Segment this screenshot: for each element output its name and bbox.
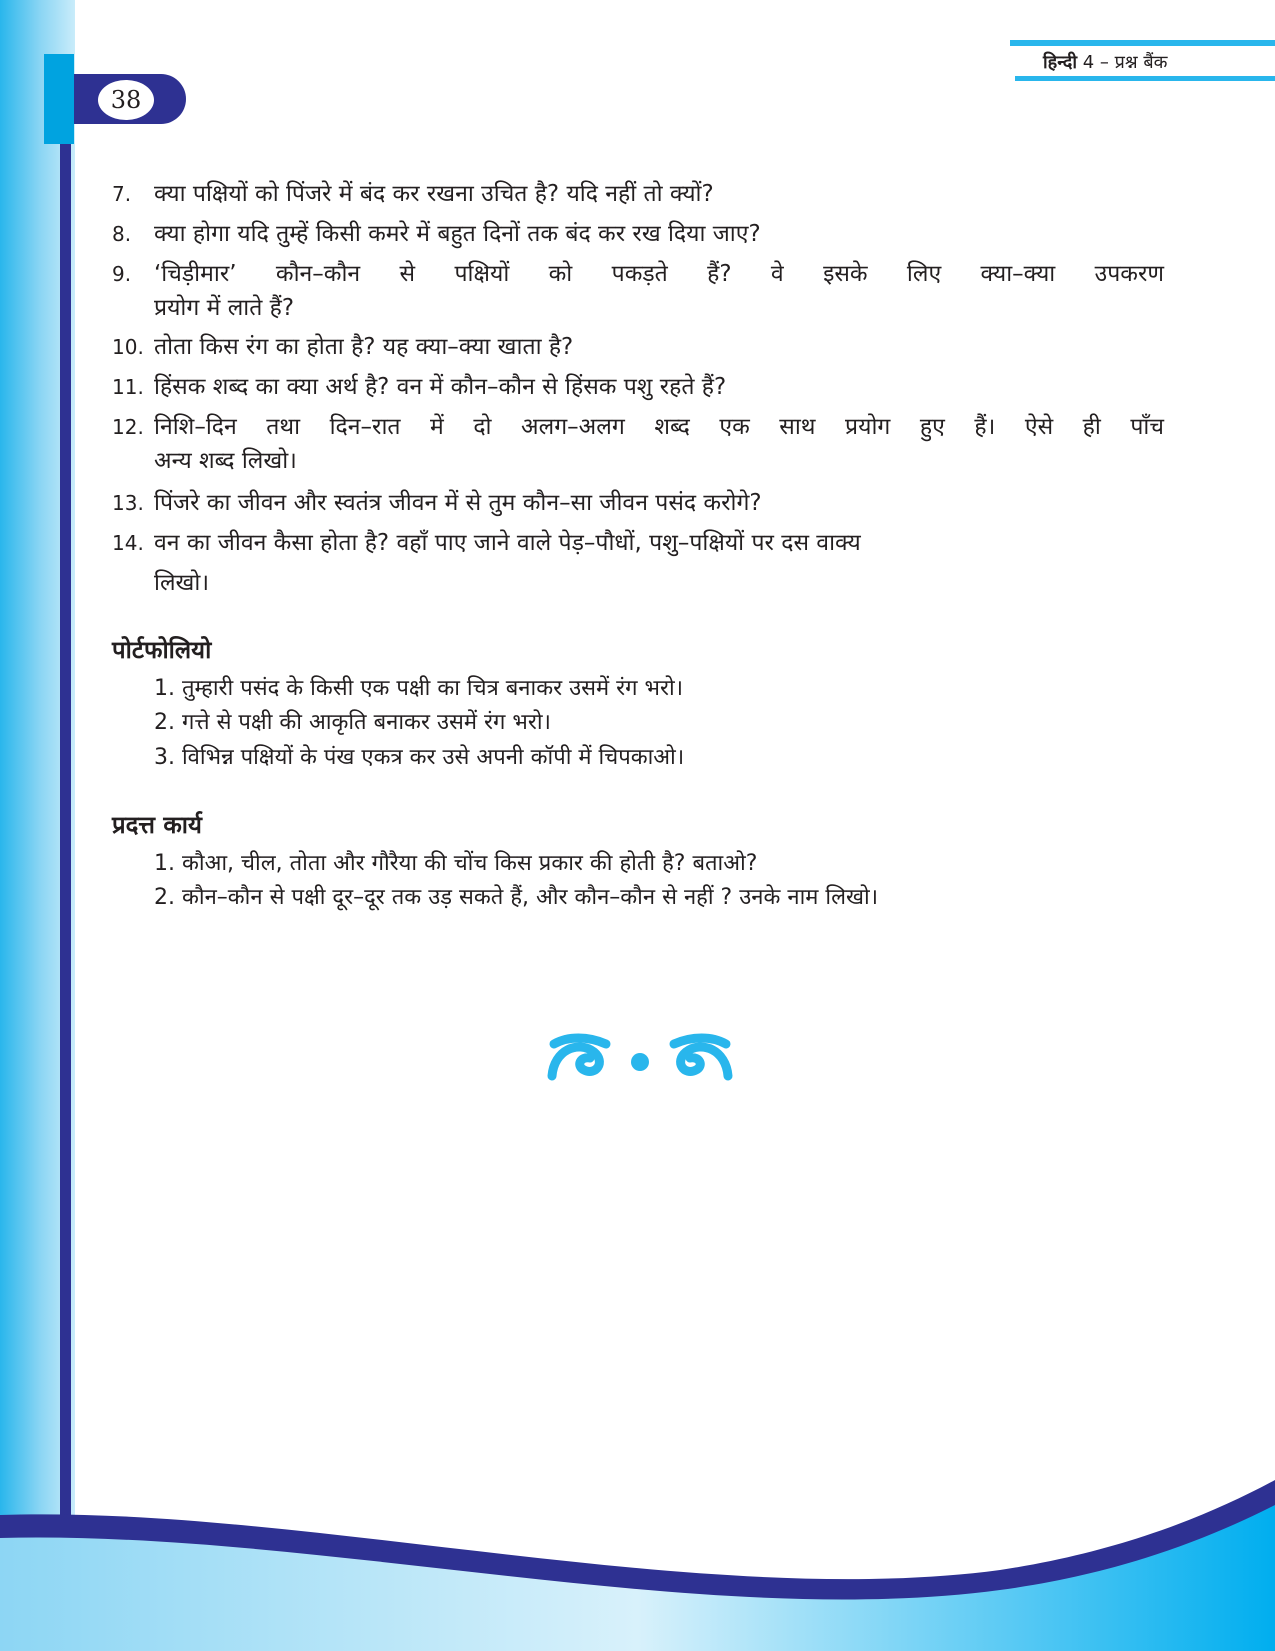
question-text-line2: प्रयोग में लाते हैं? [154,295,295,321]
portfolio-item: 1. तुम्हारी पसंद के किसी एक पक्षी का चित्र बनाकर उसमें रंग भरो। [154,676,684,701]
question-number: 9. [112,262,132,286]
assignment-item: 2. कौन–कौन से पक्षी दूर–दूर तक उड़ सकते हैं, और कौन–कौन से नहीं ? उनके नाम लिखो। [154,885,879,910]
question-number: 11. [112,375,144,399]
question-text-line1: निशि–दिन तथा दिन–रात में दो अलग–अलग शब्द एक साथ प्रयोग हुए हैं। ऐसे ही पाँच [154,414,1164,440]
bottom-wave-decoration [0,1460,1275,1651]
question-number: 13. [112,491,144,515]
question-text: क्या पक्षियों को पिंजरे में बंद कर रखना उचित है? यदि नहीं तो क्यों? [154,181,714,207]
assignment-item: 1. कौआ, चील, तोता और गौरैया की चोंच किस प्रकार की होती है? बताओ? [154,851,758,876]
question-number: 14. [112,531,144,555]
question-number: 10. [112,335,144,359]
question-text-line1: ‘चिड़ीमार’ कौन–कौन से पक्षियों को पकड़ते हैं? वे इसके लिए क्या–क्या उपकरण [154,261,1164,287]
question-text-line2: अन्य शब्द लिखो। [154,448,297,474]
question-text: हिंसक शब्द का क्या अर्थ है? वन में कौन–कौन से हिंसक पशु रहते हैं? [154,374,727,400]
question-number: 7. [112,182,132,206]
running-header [1043,50,1167,74]
header-subject: हिन्दी [1043,52,1078,73]
question-text: पिंजरे का जीवन और स्वतंत्र जीवन में से तुम कौन–सा जीवन पसंद करोगे? [154,490,762,516]
question-text: तोता किस रंग का होता है? यह क्या–क्या खाता है? [154,334,574,360]
question-text-line1: वन का जीवन कैसा होता है? वहाँ पाए जाने वाले पेड़–पौधों, पशु–पक्षियों पर दस वाक्य [154,530,861,556]
assignment-heading: प्रदत्त कार्य [112,811,202,839]
header-book: 4 – प्रश्न बैंक [1082,52,1168,73]
left-margin-bar [60,60,71,1620]
page-tab-flag [44,54,74,144]
question-number: 12. [112,415,144,439]
question-text-line2: लिखो। [154,570,210,596]
question-number: 8. [112,222,132,246]
header-rule-bottom [1015,76,1275,81]
decorative-divider-icon [540,1030,740,1085]
header-rule-top [1010,40,1275,46]
portfolio-heading: पोर्टफोलियो [112,636,212,664]
page-number: 38 [110,86,142,114]
portfolio-item: 2. गत्ते से पक्षी की आकृति बनाकर उसमें रंग भरो। [154,710,551,735]
portfolio-item: 3. विभिन्न पक्षियों के पंख एकत्र कर उसे अपनी कॉपी में चिपकाओ। [154,745,685,770]
question-text: क्या होगा यदि तुम्हें किसी कमरे में बहुत दिनों तक बंद कर रख दिया जाए? [154,221,761,247]
